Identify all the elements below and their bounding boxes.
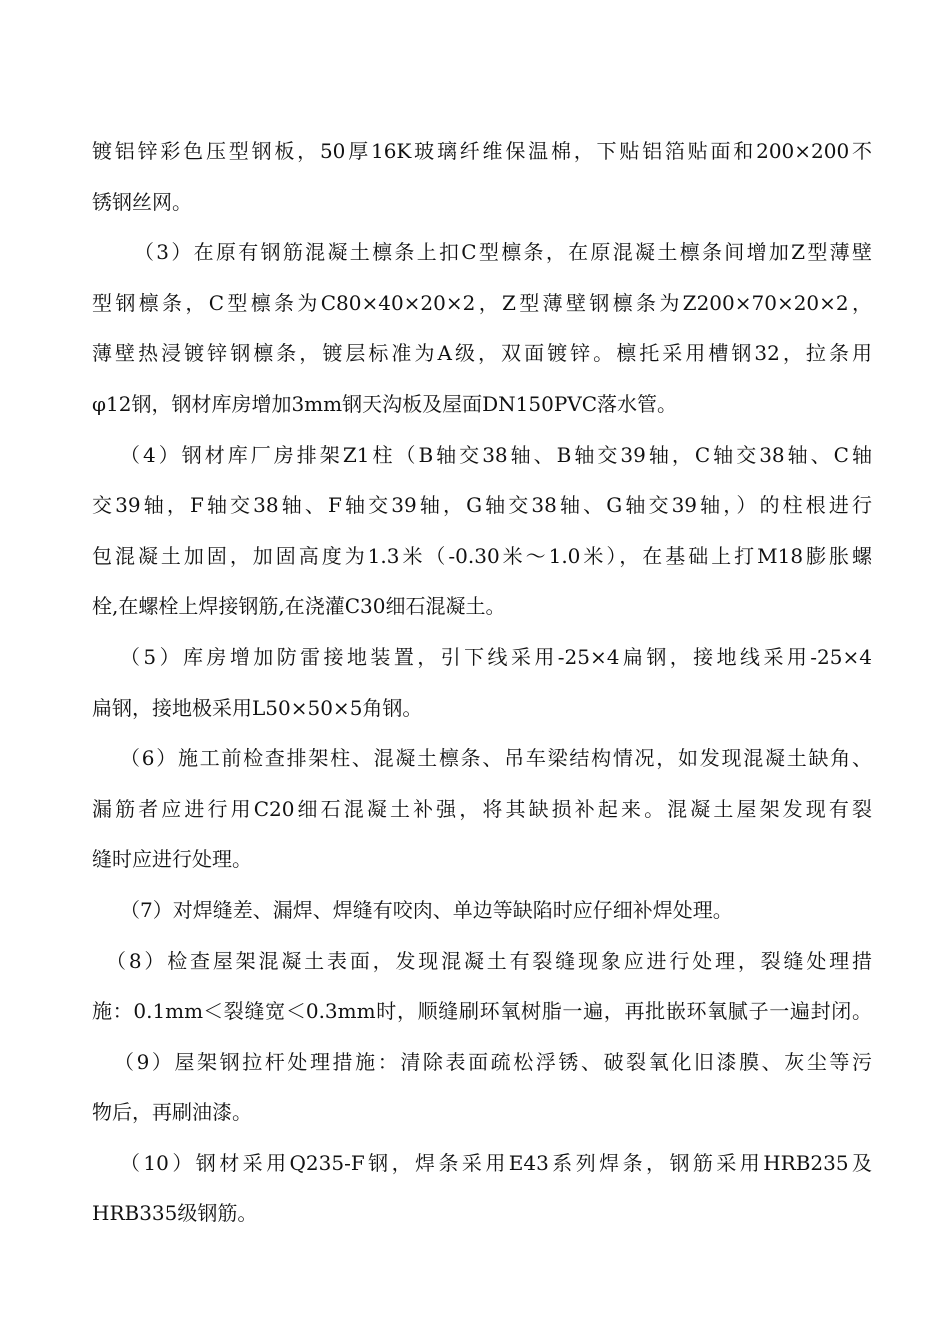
text-line: （6）施工前检查排架柱、混凝土檩条、吊车梁结构情况，如发现混凝土缺角、 xyxy=(120,746,872,771)
text-line: （5）库房增加防雷接地装置，引下线采用-25×4扁钢，接地线采用-25×4 xyxy=(120,644,872,669)
text-line: 交39轴，F轴交38轴、F轴交39轴，G轴交38轴、G轴交39轴，）的柱根进行 xyxy=(92,493,872,518)
text-line: （10）钢材采用Q235-F钢，焊条采用E43系列焊条，钢筋采用HRB235及 xyxy=(120,1150,872,1175)
document-body xyxy=(92,126,872,1239)
text-line: 薄壁热浸镀锌钢檩条，镀层标准为A级，双面镀锌。檩托采用槽钢32，拉条用 xyxy=(92,341,872,366)
text-line: 漏筋者应进行用C20细石混凝土补强，将其缺损补起来。混凝土屋架发现有裂 xyxy=(92,796,872,821)
text-line: 施：0.1mm＜裂缝宽＜0.3mm时，顺缝刷环氧树脂一遍，再批嵌环氧腻子一遍封闭。 xyxy=(92,999,872,1024)
text-line: 物后，再刷油漆。 xyxy=(92,1100,252,1125)
text-line: 锈钢丝网。 xyxy=(92,189,192,214)
text-line: （7）对焊缝差、漏焊、焊缝有咬肉、单边等缺陷时应仔细补焊处理。 xyxy=(120,897,733,922)
text-line: 缝时应进行处理。 xyxy=(92,847,252,872)
text-line: （3）在原有钢筋混凝土檩条上扣C型檩条，在原混凝土檩条间增加Z型薄壁 xyxy=(134,240,872,265)
text-line: 型钢檩条，C型檩条为C80×40×20×2，Z型薄壁钢檩条为Z200×70×20×2， xyxy=(92,290,872,315)
text-line: φ12钢，钢材库房增加3mm钢天沟板及屋面DN150PVC落水管。 xyxy=(92,391,678,416)
text-line: 镀铝锌彩色压型钢板，50厚16K玻璃纤维保温棉，下贴铝箔贴面和200×200不 xyxy=(92,139,872,163)
text-line: （4）钢材库厂房排架Z1柱（B轴交38轴、B轴交39轴，C轴交38轴、C轴 xyxy=(120,442,872,467)
text-line: （8）检查屋架混凝土表面，发现混凝土有裂缝现象应进行处理，裂缝处理措 xyxy=(106,948,872,973)
text-line: 扁钢，接地极采用L50×50×5角钢。 xyxy=(92,695,423,720)
text-line: 包混凝土加固，加固高度为1.3米（-0.30米～1.0米），在基础上打M18膨胀螺 xyxy=(92,543,872,568)
text-line: HRB335级钢筋。 xyxy=(92,1201,258,1226)
text-line: （9）屋架钢拉杆处理措施：清除表面疏松浮锈、破裂氧化旧漆膜、灰尘等污 xyxy=(114,1049,872,1074)
text-line: 栓,在螺栓上焊接钢筋,在浇灌C30细石混凝土。 xyxy=(92,594,506,619)
